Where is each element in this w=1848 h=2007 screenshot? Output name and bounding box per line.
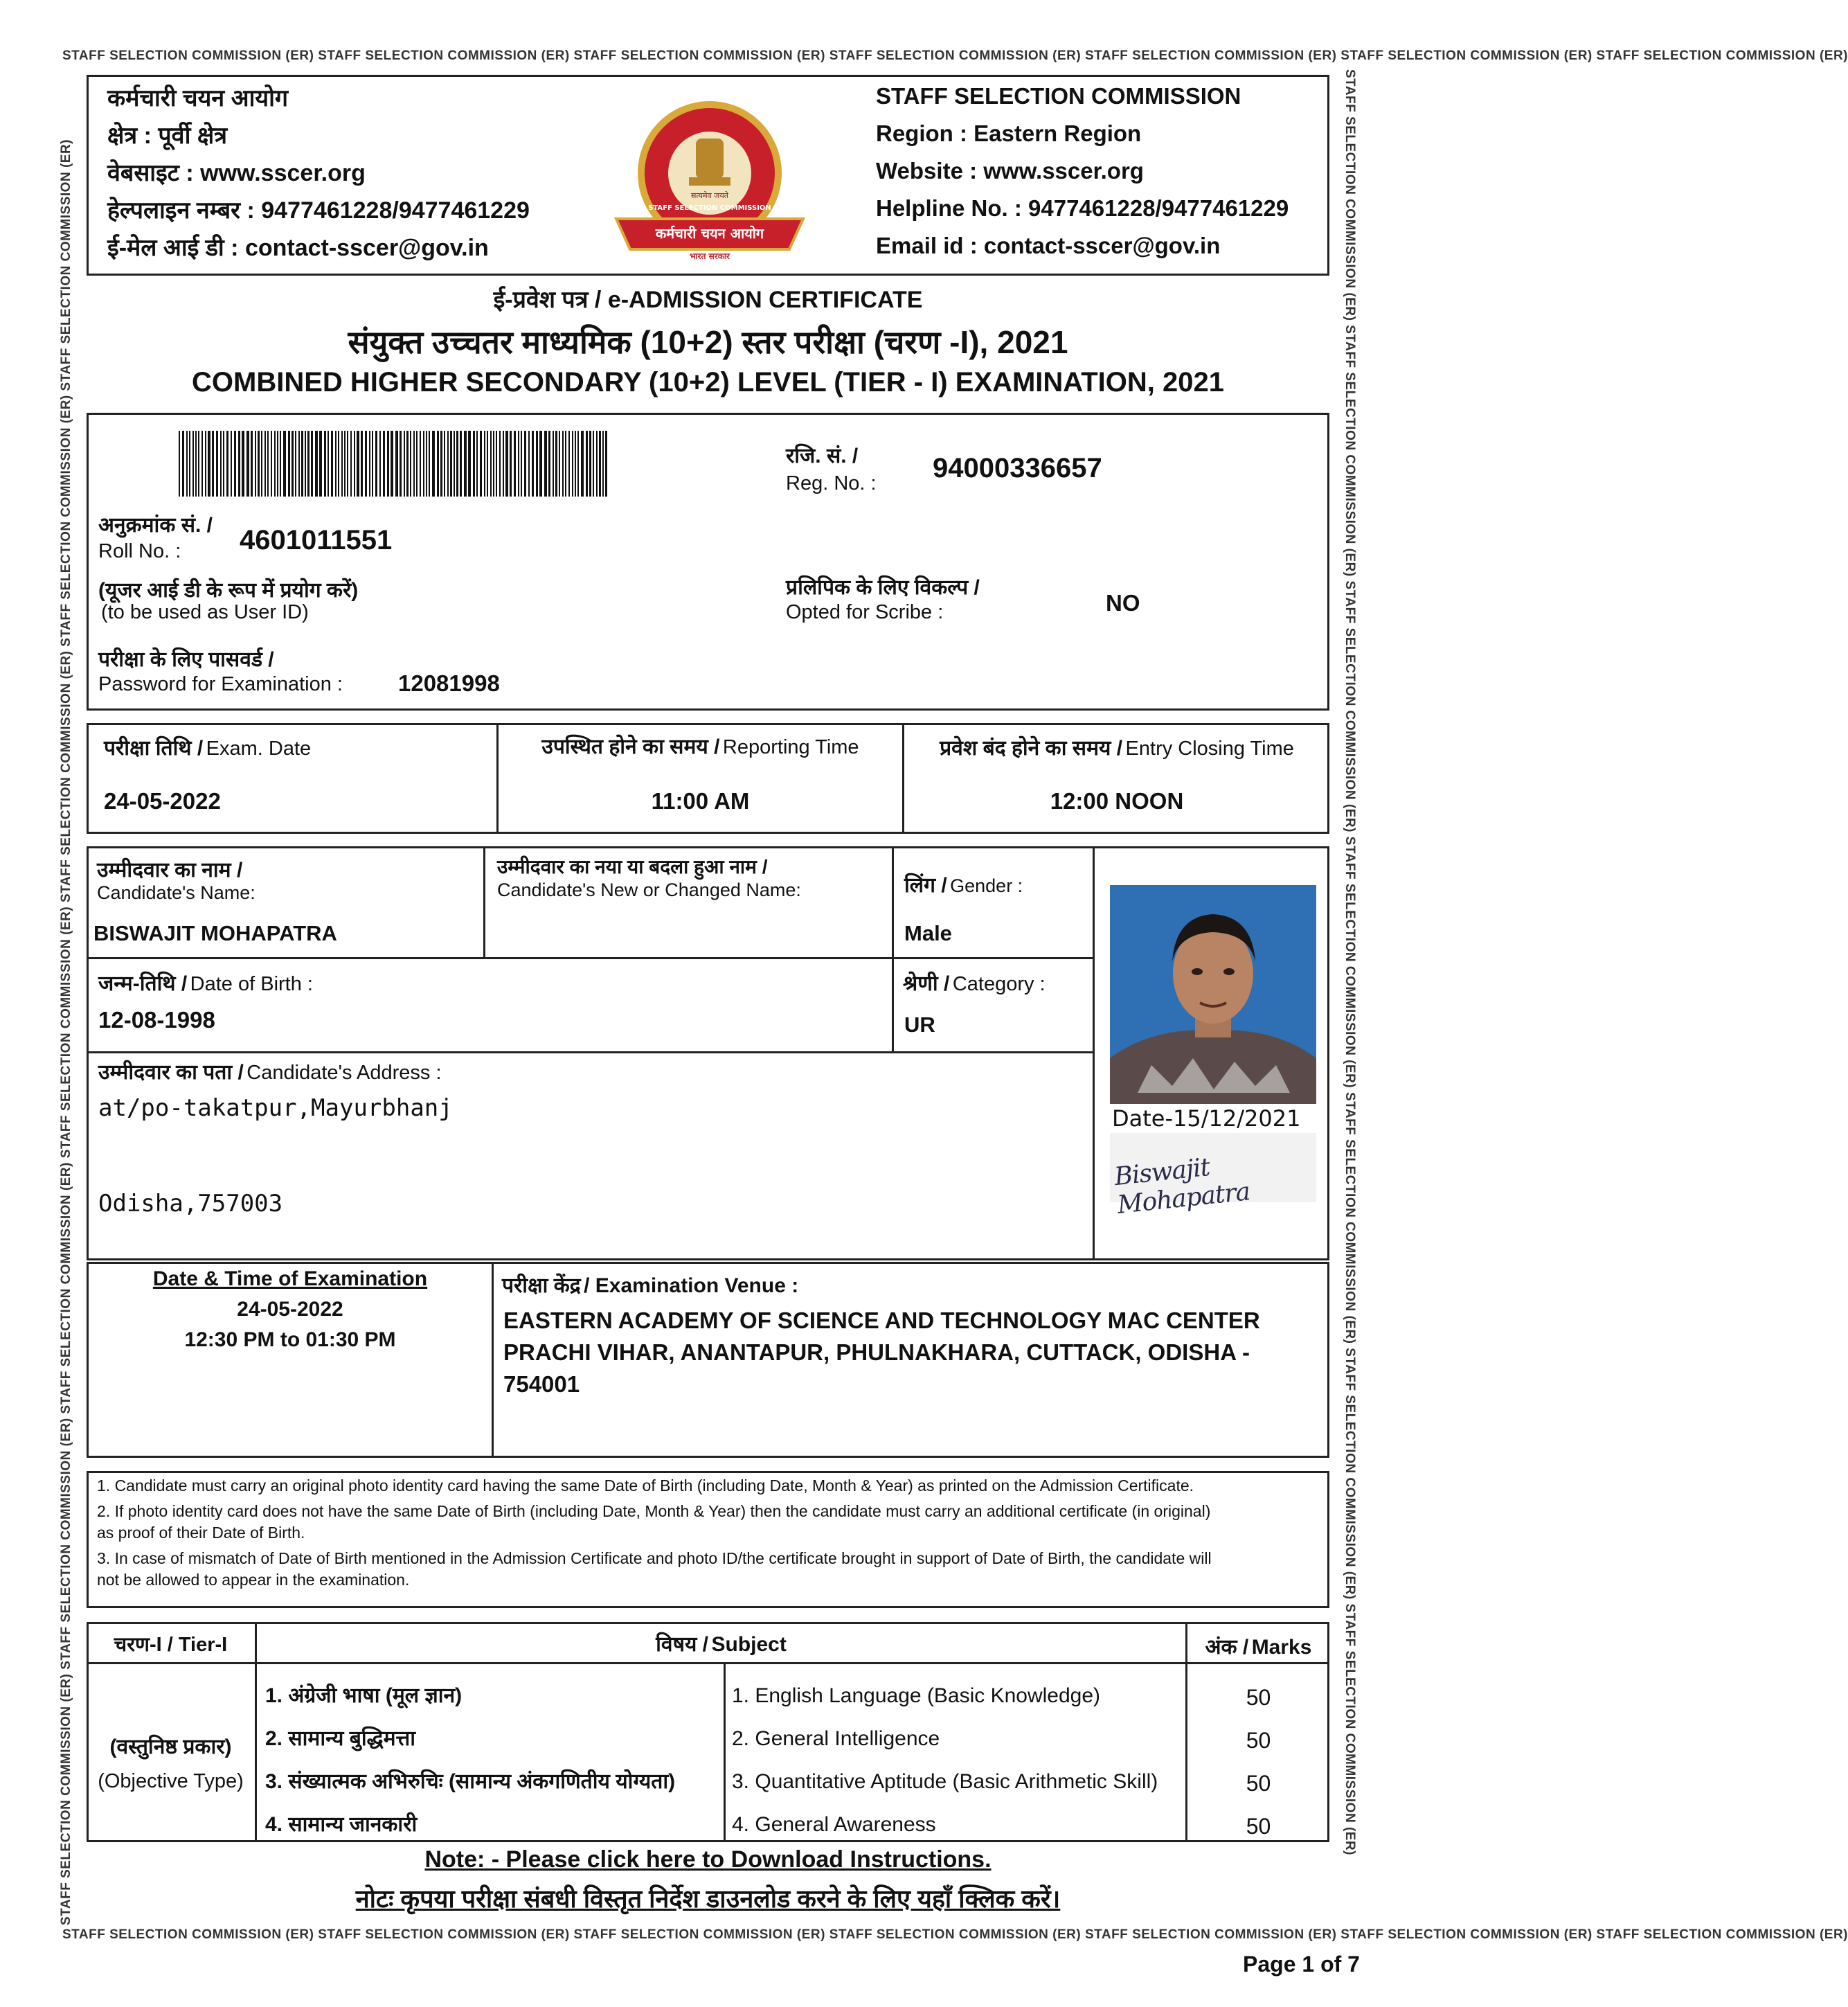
instruction-item: 1. Candidate must carry an original photo identity card having the same Date of Birth (including Date, Month & Year) as printed on the Admission Certificate. <box>97 1477 1194 1495</box>
subjects-en-list <box>732 1675 1158 1846</box>
watermark-bottom: STAFF SELECTION COMMISSION (ER) STAFF SELECTION COMMISSION (ER) STAFF SELECTION COMMISSION (ER) STAFF SELECTION COMMISSION (ER) STAFF SELECTION COMMISSION (ER) STAFF SELECTION COMMISSION (ER) STAFF SELECTION COMMISSION (ER) <box>62 1927 1848 1942</box>
exam-date-label: परीक्षा तिथि / Exam. Date <box>104 737 312 760</box>
roll-number: 4601011551 <box>240 525 393 555</box>
venue-label: परीक्षा केंद्र / Examination Venue : <box>502 1274 799 1297</box>
subject-marks: 50 <box>1246 1685 1271 1710</box>
download-instructions-link-hi[interactable]: नोटः कृपया परीक्षा संबधी विस्तृत निर्देश डाउनलोड करने के लिए यहाँ क्लिक करें। <box>355 1884 1061 1913</box>
email-hi: ई-मेल आई डी : contact-sscer@gov.in <box>107 235 489 261</box>
category-value: UR <box>904 1013 935 1037</box>
userid-note-hi: (यूजर आई डी के रूप में प्रयोग करें) <box>98 579 359 602</box>
gender-label: लिंग / Gender : <box>904 874 1023 897</box>
region-hi: क्षेत्र : पूर्वी क्षेत्र <box>107 123 227 149</box>
venue-address <box>503 1305 1260 1400</box>
subject-hi: 2. सामान्य बुद्धिमत्ता <box>265 1727 416 1750</box>
venue-line-3: 754001 <box>503 1371 580 1397</box>
new-name-label-en: Candidate's New or Changed Name: <box>497 880 801 900</box>
candidate-photo <box>1110 885 1316 1104</box>
userid-note-en: (to be used as User ID) <box>101 601 309 623</box>
subject-en: 1. English Language (Basic Knowledge) <box>732 1684 1101 1707</box>
subject-en: 4. General Awareness <box>732 1813 936 1836</box>
subject-hi: 3. संख्यात्मक अभिरुचिः (सामान्य अंकगणितीय योग्यता) <box>265 1770 676 1793</box>
page-number: Page 1 of 7 <box>1243 1952 1360 1977</box>
new-name-label-hi: उम्मीदवार का नया या बदला हुआ नाम / <box>497 856 768 877</box>
email-en: Email id : contact-sscer@gov.in <box>876 233 1221 258</box>
exam-date-value: 24-05-2022 <box>104 788 221 814</box>
table-header-tier: चरण-I / Tier-I <box>114 1634 228 1656</box>
logo-motto: सत्यमेव जयते <box>690 191 729 200</box>
address-line-2: Odisha,757003 <box>98 1190 283 1217</box>
table-header-marks: अंक / Marks <box>1205 1636 1312 1659</box>
logo-banner-text: कर्मचारी चयन आयोग <box>655 225 764 242</box>
scribe-label-en: Opted for Scribe : <box>786 601 944 623</box>
header-hindi <box>107 80 530 267</box>
download-instructions-link[interactable]: Note: - Please click here to Download Instructions. <box>424 1846 992 1873</box>
subject-marks: 50 <box>1246 1728 1271 1753</box>
helpline-hi: हेल्पलाइन नम्बर : 9477461228/9477461229 <box>107 197 530 224</box>
helpline-en: Helpline No. : 9477461228/9477461229 <box>876 195 1289 221</box>
marks-list <box>1187 1676 1329 1848</box>
exam-datetime-date: 24-05-2022 <box>237 1298 343 1321</box>
candidate-name: BISWAJIT MOHAPATRA <box>93 921 337 945</box>
ssc-logo <box>602 96 817 269</box>
venue-line-2: PRACHI VIHAR, ANANTAPUR, PHULNAKHARA, CUTTACK, ODISHA - <box>503 1339 1250 1365</box>
subject-en: 2. General Intelligence <box>732 1727 940 1750</box>
exam-title-en: COMBINED HIGHER SECONDARY (10+2) LEVEL (TIER - I) EXAMINATION, 2021 <box>192 367 1224 398</box>
subject-marks: 50 <box>1246 1771 1271 1796</box>
password-label-hi: परीक्षा के लिए पासवर्ड / <box>98 648 274 671</box>
subject-marks: 50 <box>1246 1814 1271 1839</box>
address-line-1: at/po-takatpur,Mayurbhanj <box>98 1094 453 1122</box>
instructions-list <box>97 1475 1219 1591</box>
watermark-right: STAFF SELECTION COMMISSION (ER) STAFF SELECTION COMMISSION (ER) STAFF SELECTION COMMISSION (ER) STAFF SELECTION COMMISSION (ER) STAFF SELECTION COMMISSION (ER) STAFF SELECTION COMMISSION (ER) STAFF SELECTION COMMISSION (ER) <box>1343 69 1357 1855</box>
gender-value: Male <box>904 921 952 945</box>
website-en: Website : www.sscer.org <box>876 158 1144 184</box>
certificate-title: ई-प्रवेश पत्र / e-ADMISSION CERTIFICATE <box>493 287 923 313</box>
dob-label: जन्म-तिथि / Date of Birth : <box>98 972 313 995</box>
exam-datetime-label: Date & Time of Examination <box>152 1267 428 1290</box>
reg-label-en: Reg. No. : <box>786 472 877 494</box>
watermark-top: STAFF SELECTION COMMISSION (ER) STAFF SELECTION COMMISSION (ER) STAFF SELECTION COMMISSION (ER) STAFF SELECTION COMMISSION (ER) STAFF SELECTION COMMISSION (ER) STAFF SELECTION COMMISSION (ER) STAFF SELECTION COMMISSION (ER) <box>62 48 1848 63</box>
subject-hi: 1. अंग्रेजी भाषा (मूल ज्ञान) <box>265 1684 463 1707</box>
password-label-en: Password for Examination : <box>98 673 343 695</box>
scribe-label-hi: प्रलिपिक के लिए विकल्प / <box>786 576 980 599</box>
reg-number: 94000336657 <box>933 453 1102 483</box>
name-label-hi: उम्मीदवार का नाम / <box>97 859 243 882</box>
candidate-signature <box>1110 1133 1316 1220</box>
logo-ring-text: STAFF SELECTION COMMISSION <box>648 204 771 212</box>
exam-title-hi: संयुक्त उच्चतर माध्यमिक (10+2) स्तर परीक्षा (चरण -I), 2021 <box>348 324 1068 360</box>
scribe-value: NO <box>1106 590 1140 616</box>
password-value: 12081998 <box>398 670 500 696</box>
subject-hi: 4. सामान्य जानकारी <box>265 1813 418 1836</box>
table-header-subject: विषय / Subject <box>656 1633 787 1656</box>
region-en: Region : Eastern Region <box>876 121 1142 146</box>
reporting-time: 11:00 AM <box>651 788 750 814</box>
reporting-label: उपस्थित होने का समय / Reporting Time <box>541 735 859 758</box>
closing-time: 12:00 NOON <box>1050 788 1184 814</box>
roll-label-en: Roll No. : <box>98 540 181 562</box>
org-name-en: STAFF SELECTION COMMISSION <box>876 83 1241 109</box>
name-label-en: Candidate's Name: <box>97 882 255 903</box>
dob-value: 12-08-1998 <box>98 1007 215 1033</box>
type-en: (Objective Type) <box>98 1770 244 1792</box>
venue-line-1: EASTERN ACADEMY OF SCIENCE AND TECHNOLOGY MAC CENTER <box>503 1308 1260 1333</box>
watermark-left: STAFF SELECTION COMMISSION (ER) STAFF SELECTION COMMISSION (ER) STAFF SELECTION COMMISSION (ER) STAFF SELECTION COMMISSION (ER) STAFF SELECTION COMMISSION (ER) STAFF SELECTION COMMISSION (ER) STAFF SELECTION COMMISSION (ER) <box>59 139 73 1925</box>
signature-text: Biswajit Mohapatra <box>1113 1152 1251 1220</box>
exam-datetime-time: 12:30 PM to 01:30 PM <box>184 1328 396 1351</box>
instruction-item: 2. If photo identity card does not have the same Date of Birth (including Date, Month & Year) then the candidate must carry an additional certificate (in original) as proof of their Date of Birth. <box>97 1502 1211 1542</box>
subjects-hi-list <box>265 1675 675 1846</box>
subject-en: 3. Quantitative Aptitude (Basic Arithmetic Skill) <box>732 1770 1158 1793</box>
photo-date: Date-15/12/2021 <box>1112 1105 1301 1132</box>
reg-label-hi: रजि. सं. / <box>786 445 859 467</box>
website-hi: वेबसाइट : www.sscer.org <box>107 160 366 186</box>
category-label: श्रेणी / Category : <box>903 972 1046 995</box>
type-hi: (वस्तुनिष्ठ प्रकार) <box>109 1736 232 1758</box>
logo-sub-text: भारत सरकार <box>690 251 730 261</box>
org-name-hi: कर्मचारी चयन आयोग <box>107 85 289 112</box>
closing-label: प्रवेश बंद होने का समय / Entry Closing Time <box>940 737 1294 760</box>
instruction-item: 3. In case of mismatch of Date of Birth mentioned in the Admission Certificate and photo ID/the certificate brought in support of Date of Birth, the candidate will not be allowed to appear in the examination. <box>97 1549 1212 1589</box>
barcode <box>179 431 611 497</box>
address-label: उम्मीदवार का पता / Candidate's Address : <box>98 1061 442 1084</box>
header-english <box>876 78 1289 265</box>
roll-label-hi: अनुक्रमांक सं. / <box>98 514 213 537</box>
